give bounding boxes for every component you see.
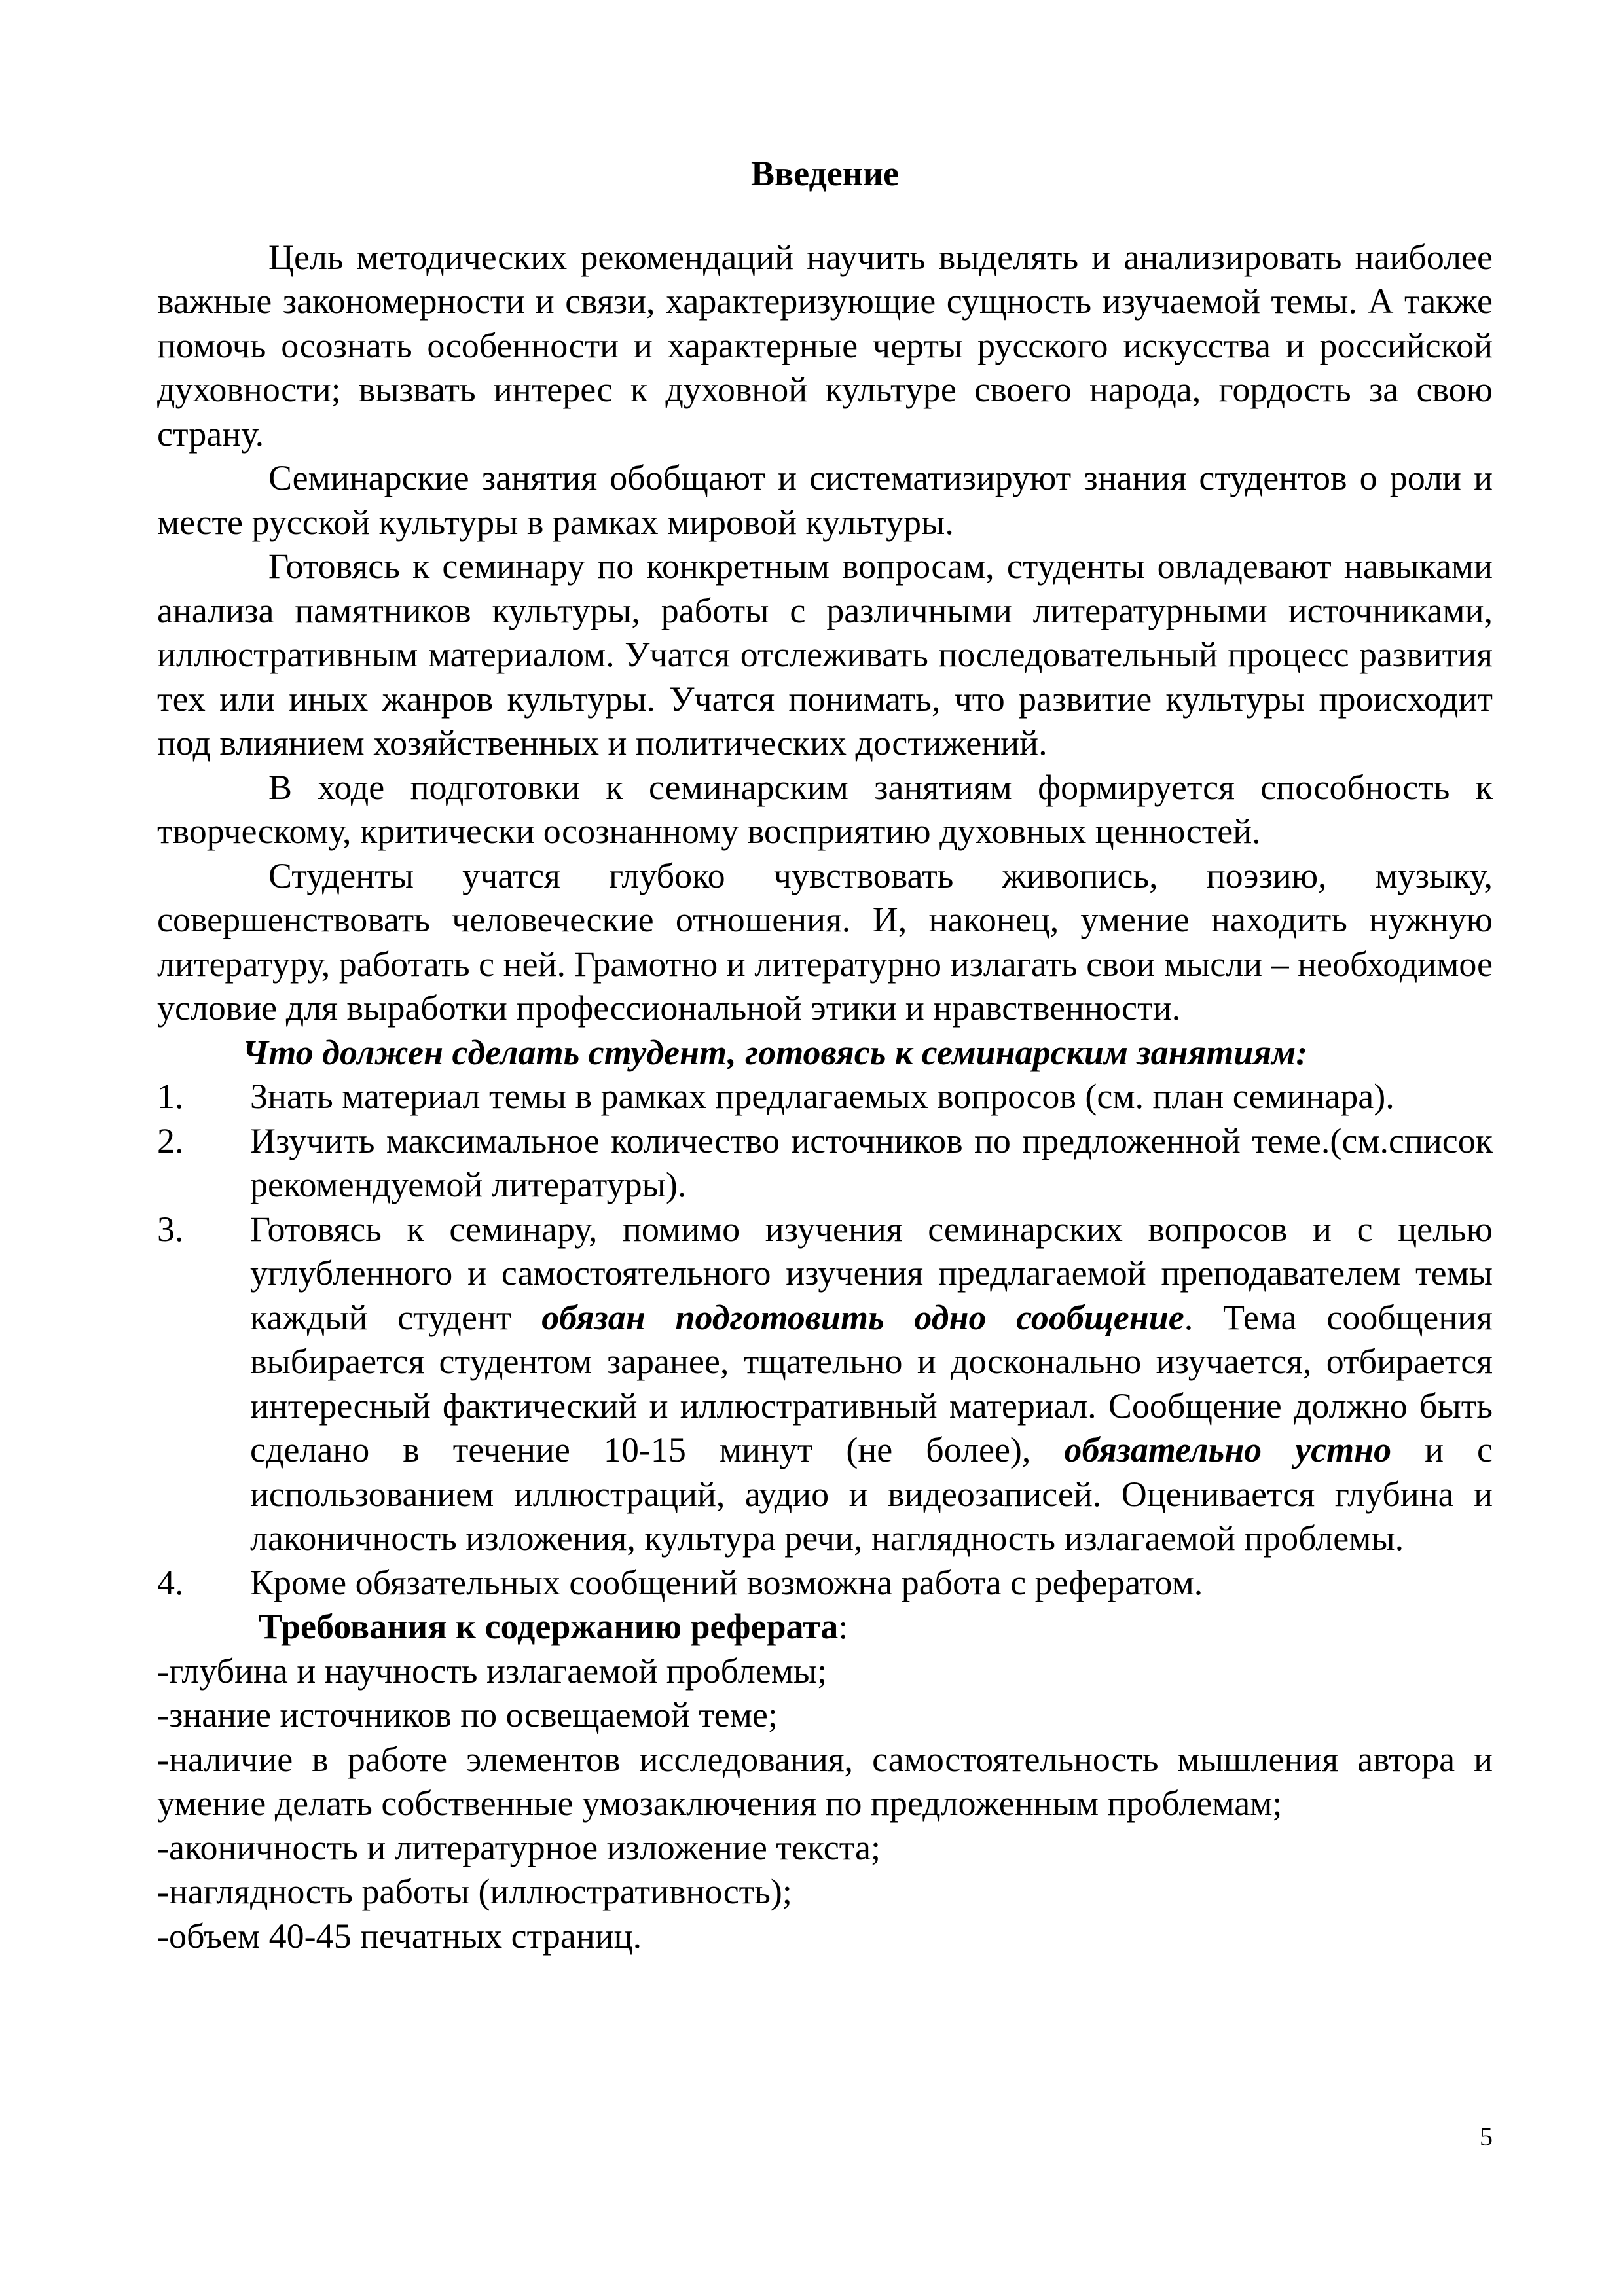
task-number: 1.: [157, 1077, 184, 1116]
task-number: 2.: [157, 1121, 184, 1160]
requirements-heading-text: Требования к содержанию реферата: [259, 1607, 839, 1646]
requirement-item: -наличие в работе элементов исследования, самостоятельность мышления автора и умение делать собственные умозаключения по предложенным проблемам;: [157, 1739, 1493, 1823]
intro-paragraph-4: В ходе подготовки к семинарским занятиям формируется способность к творческому, критически осознанному восприятию духовных ценностей.: [157, 767, 1493, 851]
tasks-list: [157, 1075, 1493, 1605]
task-text-part: . Тема сообщения выбирается студентом заранее, тщательно и досконально изучается, отбирается интересный фактический и иллюстративный материал. Сообщение должно быть сделано в течение 10-15 минут (не более),: [250, 1297, 1493, 1469]
requirements-list: [157, 1649, 1493, 1959]
task-text: Знать материал темы в рамках предлагаемых вопросов (см. план семинара).: [250, 1077, 1395, 1116]
requirements-heading-colon: :: [838, 1607, 848, 1646]
intro-paragraph-3: Готовясь к семинару по конкретным вопросам, студенты овладевают навыками анализа памятников культуры, работы с различными литературными источниками, иллюстративным материалом. Учатся отслеживать последовательный процесс развития тех или иных жанров культуры. Учатся понимать, что развитие культуры происходит под влиянием хозяйственных и политических достижений.: [157, 547, 1493, 762]
task-text: [250, 1208, 1493, 1561]
task-text-part: Готовясь к семинару, помимо изучения семинарских вопросов и с целью углубленного и самостоятельного изучения предлагаемой преподавателем темы каждый студент: [250, 1209, 1493, 1337]
task-item-3: [157, 1208, 1493, 1561]
task-item-4: [157, 1561, 1493, 1605]
requirement-item: -глубина и научность излагаемой проблемы;: [157, 1651, 828, 1691]
task-text-part: и с использованием иллюстраций, аудио и видеозаписей. Оценивается глубина и лаконичность изложения, культура речи, наглядность излагаемой проблемы.: [250, 1430, 1493, 1558]
page-content: [157, 152, 1493, 1958]
emphasis-must-prepare-report: обязан подготовить одно сообщение: [541, 1297, 1184, 1337]
requirement-item: -знание источников по освещаемой теме;: [157, 1695, 778, 1734]
emphasis-oral-only: обязательно устно: [1064, 1430, 1392, 1469]
tasks-heading: Что должен сделать студент, готовясь к семинарским занятиям:: [242, 1032, 1308, 1072]
task-number: 3.: [157, 1209, 184, 1249]
intro-paragraph-1: Цель методических рекомендаций научить выделять и анализировать наиболее важные закономерности и связи, характеризующие сущность изучаемой темы. А также помочь осознать особенности и характерные черты русского искусства и российской духовности; вызвать интерес к духовной культуре своего народа, гордость за свою страну.: [157, 237, 1493, 454]
task-text: Изучить максимальное количество источников по предложенной теме.(см.список рекомендуемой литературы).: [250, 1121, 1493, 1204]
requirement-item: -аконичность и литературное изложение текста;: [157, 1827, 881, 1867]
requirement-item: -наглядность работы (иллюстративность);: [157, 1872, 792, 1911]
task-item-1: [157, 1075, 1493, 1119]
intro-paragraph-2: Семинарские занятия обобщают и систематизируют знания студентов о роли и месте русской культуры в рамках мировой культуры.: [157, 458, 1493, 542]
page-title: Введение: [751, 154, 899, 193]
task-number: 4.: [157, 1562, 184, 1602]
requirements-heading: [157, 1605, 1493, 1649]
task-text: Кроме обязательных сообщений возможна работа с рефератом.: [250, 1562, 1203, 1602]
task-item-2: [157, 1119, 1493, 1208]
page-number: 5: [1480, 2122, 1493, 2151]
intro-paragraph-5: Студенты учатся глубоко чувствовать живопись, поэзию, музыку, совершенствовать человеческие отношения. И, наконец, умение находить нужную литературу, работать с ней. Грамотно и литературно излагать свои мысли – необходимое условие для выработки профессиональной этики и нравственности.: [157, 855, 1493, 1028]
requirement-item: -объем 40-45 печатных страниц.: [157, 1916, 642, 1956]
